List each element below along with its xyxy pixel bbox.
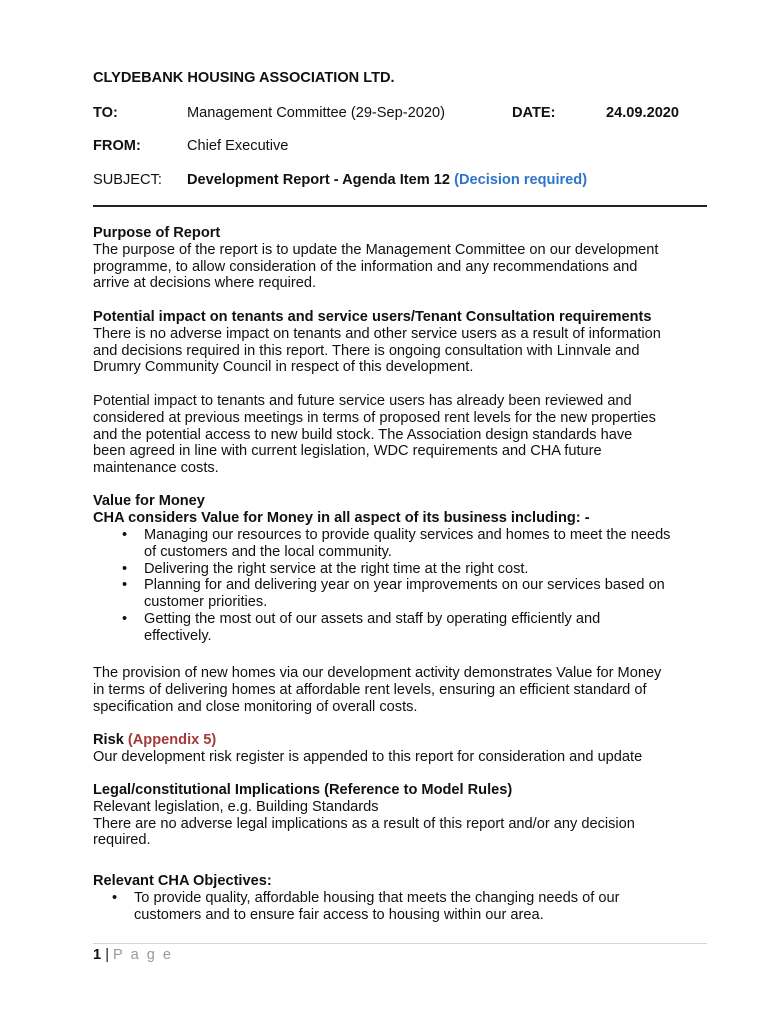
from-value: Chief Executive [187, 138, 289, 154]
purpose-section [93, 225, 713, 292]
bullet-icon: • [122, 577, 128, 594]
impact-line: and decisions required in this report. There is ongoing consultation with Linnvale and [93, 342, 640, 359]
risk-line: Our development risk register is appended to this report for consideration and update [93, 748, 643, 765]
impact-line: considered at previous meetings in terms of proposed rent levels for the new properties [93, 409, 656, 426]
value-section [93, 493, 713, 527]
bullet-text: Delivering the right service at the right time at the right cost. [144, 560, 529, 577]
risk-heading-line [93, 732, 713, 749]
legal-section [93, 782, 713, 849]
value-subheading: CHA considers Value for Money in all aspect of its business including: - [93, 509, 590, 526]
impact-line: maintenance costs. [93, 460, 219, 477]
purpose-heading: Purpose of Report [93, 225, 221, 241]
legal-line: There are no adverse legal implications as a result of this report and/or any decision [93, 815, 635, 832]
date-value: 24.09.2020 [606, 105, 680, 121]
to-value: Management Committee (29-Sep-2020) [187, 105, 445, 121]
risk-appendix: (Appendix 5) [127, 732, 217, 748]
list-item [108, 890, 619, 924]
date-label: DATE: [512, 105, 556, 121]
page-number: 1 [93, 947, 102, 963]
impact-line: Potential impact to tenants and future service users has already been reviewed and [93, 393, 632, 409]
list-item [118, 611, 670, 645]
value-heading: Value for Money [93, 493, 205, 509]
purpose-line: The purpose of the report is to update the Management Committee on our development [93, 241, 659, 258]
list-item [118, 561, 670, 578]
bullet-text: Managing our resources to provide quality services and homes to meet the needs [144, 527, 671, 543]
purpose-line: programme, to allow consideration of the information and any recommendations and [93, 258, 638, 275]
bullet-icon: • [112, 890, 118, 906]
impact-section [93, 309, 713, 376]
value-line: The provision of new homes via our development activity demonstrates Value for Money [93, 665, 662, 681]
purpose-line: arrive at decisions where required. [93, 275, 317, 292]
impact-line: and the potential access to new build stock. The Association design standards have [93, 426, 633, 443]
bullet-text: Getting the most out of our assets and staff by operating efficiently and [144, 610, 601, 627]
bullet-text: Planning for and delivering year on year improvements on our services based on [144, 577, 665, 594]
bullet-icon: • [122, 610, 128, 627]
impact-line: There is no adverse impact on tenants and other service users as a result of information [93, 325, 661, 342]
risk-section [93, 732, 713, 766]
bullet-text: customer priorities. [144, 594, 268, 611]
value-bullet-list [118, 527, 670, 645]
header-divider [93, 205, 707, 207]
objectives-section [93, 873, 713, 890]
value-line: in terms of delivering homes at affordable rent levels, ensuring an efficient standard of [93, 681, 647, 698]
subject-note: (Decision required) [454, 172, 588, 188]
list-item [118, 577, 670, 611]
subject-line [187, 172, 587, 188]
page-footer [93, 947, 173, 963]
objectives-heading: Relevant CHA Objectives: [93, 873, 272, 889]
legal-heading: Legal/constitutional Implications (Reference to Model Rules) [93, 782, 513, 798]
bullet-icon: • [122, 527, 128, 543]
risk-heading: Risk [93, 732, 124, 748]
to-label: TO: [93, 105, 118, 121]
bullet-icon: • [122, 560, 128, 577]
from-label: FROM: [93, 138, 141, 154]
legal-line: Relevant legislation, e.g. Building Standards [93, 798, 379, 815]
list-item [118, 527, 670, 561]
footer-divider [93, 943, 707, 944]
bullet-text: To provide quality, affordable housing that meets the changing needs of our [134, 890, 620, 906]
bullet-text: customers and to ensure fair access to housing within our area. [134, 906, 544, 923]
page-word: P a g e [113, 947, 174, 963]
impact-heading: Potential impact on tenants and service users/Tenant Consultation requirements [93, 309, 652, 325]
subject-label: SUBJECT: [93, 172, 162, 188]
impact-line: been agreed in line with current legislation, WDC requirements and CHA future [93, 443, 602, 460]
page-separator: | [105, 947, 109, 963]
value-line: specification and close monitoring of overall costs. [93, 698, 418, 715]
impact-line: Drumry Community Council in respect of this development. [93, 359, 474, 376]
value-paragraph [93, 665, 713, 715]
objectives-bullet-list [108, 890, 619, 924]
legal-line: required. [93, 832, 151, 849]
bullet-text: effectively. [144, 627, 212, 644]
subject-value: Development Report - Agenda Item 12 [187, 172, 451, 188]
bullet-text: of customers and the local community. [144, 543, 392, 560]
impact-paragraph-2 [93, 393, 713, 477]
org-title: CLYDEBANK HOUSING ASSOCIATION LTD. [93, 70, 395, 86]
